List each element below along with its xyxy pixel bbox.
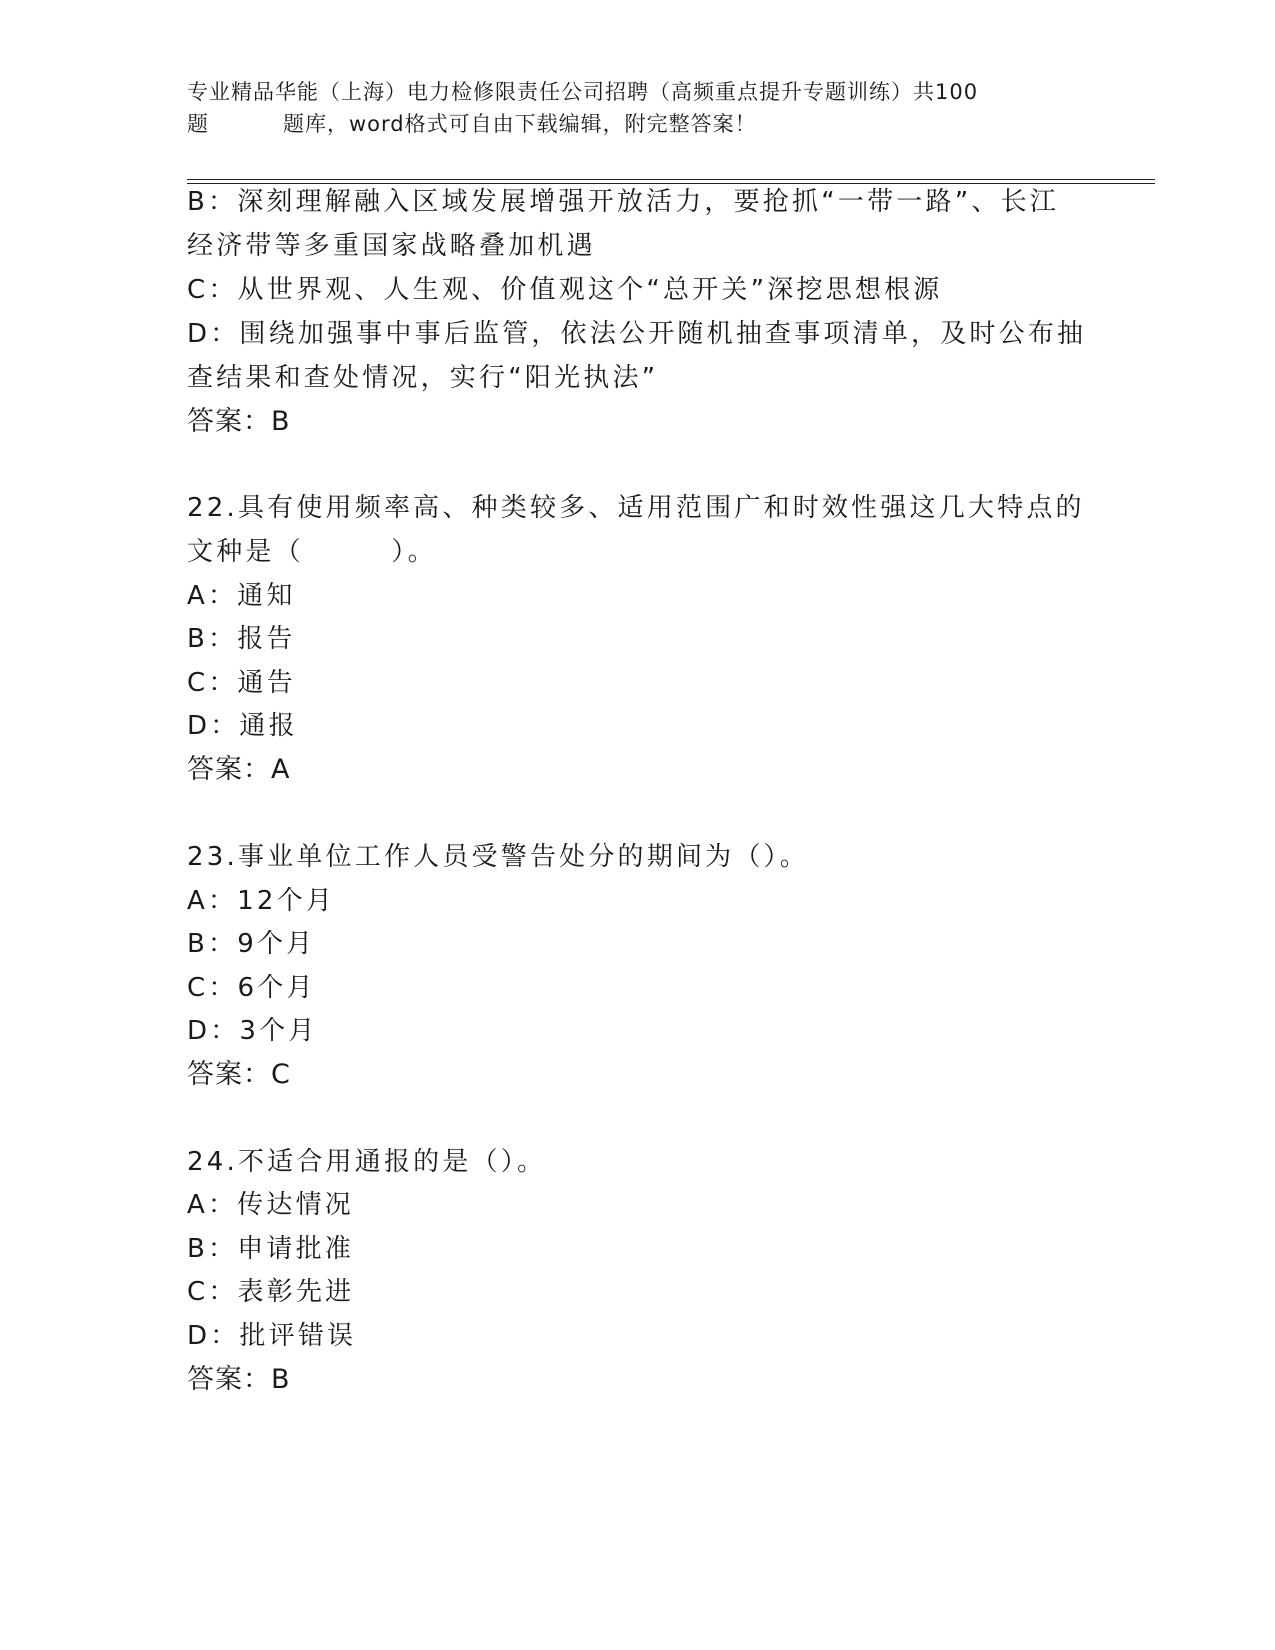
- q22-option-b: B：报告: [187, 624, 296, 654]
- q21-option-c: C：从世界观、人生观、价值观这个“总开关”深挖思想根源: [187, 275, 943, 305]
- q21-option-b-line2: 经济带等多重国家战略叠加机遇: [187, 231, 596, 261]
- header-line-2-end: 题库，word格式可自由下载编辑，附完整答案！: [283, 112, 757, 136]
- q21-option-b-line1: B：深刻理解融入区域发展增强开放活力，要抢抓“一带一路”、长江: [187, 187, 1059, 217]
- q24-option-a: A：传达情况: [187, 1190, 354, 1220]
- q24-option-b: B：申请批准: [187, 1234, 355, 1264]
- q22-option-d: D：通报: [187, 711, 298, 741]
- q21-answer: 答案：B: [187, 406, 291, 437]
- header-divider-bottom: [187, 183, 1155, 184]
- header-line-2: [187, 108, 1087, 140]
- q21-option-d-line2: 查结果和查处情况，实行“阳光执法”: [187, 363, 659, 393]
- q24-answer: 答案：B: [187, 1364, 291, 1395]
- header-line-1: 专业精品华能（上海）电力检修限责任公司招聘（高频重点提升专题训练）共100: [187, 80, 979, 104]
- q23-option-c: C：6个月: [187, 973, 316, 1003]
- q23-stem: 23.事业单位工作人员受警告处分的期间为（）。: [187, 842, 809, 872]
- q23-option-a: A：12个月: [187, 886, 336, 916]
- q21-option-d-line1: D：围绕加强事中事后监管，依法公开随机抽查事项清单，及时公布抽: [187, 319, 1087, 349]
- q23-option-d: D：3个月: [187, 1016, 318, 1046]
- q22-stem-line1: 22.具有使用频率高、种类较多、适用范围广和时效性强这几大特点的: [187, 493, 1085, 523]
- q24-stem: 24.不适合用通报的是（）。: [187, 1147, 547, 1177]
- q22-stem-line2: 文种是（ ）。: [187, 537, 437, 567]
- q24-option-c: C：表彰先进: [187, 1277, 355, 1307]
- q22-option-a: A：通知: [187, 581, 296, 611]
- header-line-2-start: 题: [187, 112, 209, 136]
- q23-option-b: B：9个月: [187, 929, 316, 959]
- q23-answer: 答案：C: [187, 1059, 291, 1090]
- q22-option-c: C：通告: [187, 668, 296, 698]
- page-header: [187, 76, 1087, 140]
- header-divider-top: [187, 179, 1155, 180]
- q24-option-d: D：批评错误: [187, 1321, 357, 1351]
- q22-answer: 答案：A: [187, 754, 291, 785]
